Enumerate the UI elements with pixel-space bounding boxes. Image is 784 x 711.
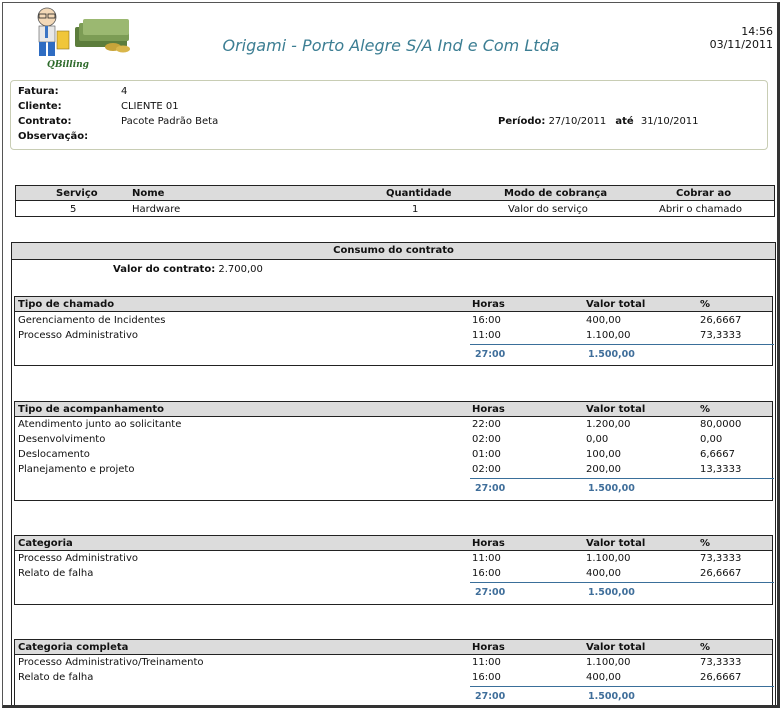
row-valor: 1.100,00 bbox=[586, 330, 631, 341]
table-row bbox=[15, 464, 772, 479]
total-divider bbox=[470, 478, 774, 479]
section-title: Categoria completa bbox=[18, 642, 129, 653]
row-percent: 0,00 bbox=[700, 434, 723, 445]
total-valor: 1.500,00 bbox=[588, 691, 635, 702]
services-header bbox=[16, 186, 774, 201]
report-page bbox=[2, 2, 780, 708]
periodo-label: Período: bbox=[498, 116, 546, 127]
contract-value-amount: 2.700,00 bbox=[218, 264, 263, 275]
row-percent: 73,3333 bbox=[700, 330, 742, 341]
row-name: Relato de falha bbox=[18, 672, 94, 683]
contrato-row bbox=[18, 116, 219, 127]
row-valor: 100,00 bbox=[586, 449, 621, 460]
table-row bbox=[15, 315, 772, 330]
row-horas: 02:00 bbox=[472, 464, 501, 475]
col-percent: % bbox=[700, 404, 711, 415]
table-row bbox=[15, 568, 772, 583]
observacao-label: Observação: bbox=[18, 131, 89, 142]
logo-text: QBilling bbox=[47, 60, 89, 70]
row-horas: 11:00 bbox=[472, 330, 501, 341]
row-valor: 400,00 bbox=[586, 672, 621, 683]
total-valor: 1.500,00 bbox=[588, 349, 635, 360]
section-categoria bbox=[14, 535, 773, 605]
total-horas: 27:00 bbox=[475, 587, 506, 598]
section-header bbox=[15, 640, 772, 655]
total-horas: 27:00 bbox=[475, 349, 506, 360]
consumption-title: Consumo do contrato bbox=[12, 243, 775, 260]
periodo-row bbox=[498, 116, 699, 127]
fatura-label: Fatura: bbox=[18, 86, 59, 97]
section-header bbox=[15, 402, 772, 417]
contrato-value: Pacote Padrão Beta bbox=[121, 116, 219, 127]
row-horas: 02:00 bbox=[472, 434, 501, 445]
section-title: Tipo de chamado bbox=[18, 299, 115, 310]
total-horas: 27:00 bbox=[475, 483, 506, 494]
col-percent: % bbox=[700, 642, 711, 653]
company-name: Origami - Porto Alegre S/A Ind e Com Ltda bbox=[222, 36, 560, 55]
col-servico: Serviço bbox=[56, 188, 98, 199]
row-percent: 6,6667 bbox=[700, 449, 735, 460]
servico-nome: Hardware bbox=[132, 204, 181, 215]
section-header bbox=[15, 536, 772, 551]
periodo-start: 27/10/2011 bbox=[548, 116, 607, 127]
row-name: Deslocamento bbox=[18, 449, 90, 460]
col-modo-cobranca: Modo de cobrança bbox=[504, 188, 608, 199]
services-table bbox=[15, 185, 775, 217]
servico-modo: Valor do serviço bbox=[508, 204, 588, 215]
section-categoria-completa bbox=[14, 639, 773, 708]
table-row bbox=[15, 672, 772, 687]
col-horas: Horas bbox=[472, 404, 505, 415]
fatura-row bbox=[18, 86, 128, 97]
col-percent: % bbox=[700, 538, 711, 549]
contract-consumption bbox=[11, 242, 776, 708]
row-name: Processo Administrativo/Treinamento bbox=[18, 657, 204, 668]
table-row bbox=[15, 553, 772, 568]
section-tipo-acompanhamento bbox=[14, 401, 773, 501]
row-name: Gerenciamento de Incidentes bbox=[18, 315, 166, 326]
row-percent: 73,3333 bbox=[700, 657, 742, 668]
ate-label: até bbox=[615, 116, 634, 127]
total-divider bbox=[470, 686, 774, 687]
row-percent: 73,3333 bbox=[700, 553, 742, 564]
col-quantidade: Quantidade bbox=[386, 188, 452, 199]
row-horas: 11:00 bbox=[472, 553, 501, 564]
total-divider bbox=[470, 344, 774, 345]
table-row bbox=[15, 330, 772, 345]
col-percent: % bbox=[700, 299, 711, 310]
row-valor: 0,00 bbox=[586, 434, 609, 445]
fatura-value: 4 bbox=[121, 86, 128, 97]
row-horas: 01:00 bbox=[472, 449, 501, 460]
table-row bbox=[15, 657, 772, 672]
col-valor-total: Valor total bbox=[586, 642, 646, 653]
row-valor: 1.100,00 bbox=[586, 657, 631, 668]
col-cobrar-ao: Cobrar ao bbox=[676, 188, 732, 199]
table-row bbox=[15, 434, 772, 449]
row-valor: 400,00 bbox=[586, 315, 621, 326]
row-percent: 26,6667 bbox=[700, 672, 742, 683]
row-horas: 16:00 bbox=[472, 568, 501, 579]
total-divider bbox=[470, 582, 774, 583]
report-header bbox=[3, 3, 779, 77]
row-percent: 13,3333 bbox=[700, 464, 742, 475]
row-horas: 16:00 bbox=[472, 315, 501, 326]
periodo-end: 31/10/2011 bbox=[640, 116, 699, 127]
col-horas: Horas bbox=[472, 538, 505, 549]
row-percent: 80,0000 bbox=[700, 419, 742, 430]
total-horas: 27:00 bbox=[475, 691, 506, 702]
row-valor: 400,00 bbox=[586, 568, 621, 579]
row-name: Processo Administrativo bbox=[18, 330, 138, 341]
row-name: Relato de falha bbox=[18, 568, 94, 579]
servico-id: 5 bbox=[70, 204, 77, 215]
contract-value bbox=[113, 264, 263, 275]
section-header bbox=[15, 297, 772, 312]
table-row bbox=[15, 419, 772, 434]
table-row bbox=[15, 449, 772, 464]
cliente-label: Cliente: bbox=[18, 101, 62, 112]
col-nome: Nome bbox=[132, 188, 165, 199]
total-valor: 1.500,00 bbox=[588, 587, 635, 598]
row-valor: 1.100,00 bbox=[586, 553, 631, 564]
cliente-row bbox=[18, 101, 179, 112]
section-title: Tipo de acompanhamento bbox=[18, 404, 165, 415]
table-row bbox=[16, 202, 774, 217]
invoice-info bbox=[10, 80, 768, 150]
row-name: Planejamento e projeto bbox=[18, 464, 135, 475]
row-horas: 16:00 bbox=[472, 672, 501, 683]
section-tipo-chamado bbox=[14, 296, 773, 366]
row-percent: 26,6667 bbox=[700, 568, 742, 579]
observacao-row bbox=[18, 131, 88, 142]
row-valor: 1.200,00 bbox=[586, 419, 631, 430]
contract-value-label: Valor do contrato: bbox=[113, 264, 216, 275]
col-valor-total: Valor total bbox=[586, 538, 646, 549]
row-horas: 22:00 bbox=[472, 419, 501, 430]
cliente-value: CLIENTE 01 bbox=[121, 101, 179, 112]
report-timestamp bbox=[710, 25, 773, 51]
total-valor: 1.500,00 bbox=[588, 483, 635, 494]
report-date: 03/11/2011 bbox=[709, 38, 773, 51]
col-valor-total: Valor total bbox=[586, 299, 646, 310]
servico-quantidade: 1 bbox=[412, 204, 419, 215]
row-percent: 26,6667 bbox=[700, 315, 742, 326]
row-valor: 200,00 bbox=[586, 464, 621, 475]
servico-cobrar: Abrir o chamado bbox=[659, 204, 742, 215]
col-horas: Horas bbox=[472, 642, 505, 653]
row-name: Desenvolvimento bbox=[18, 434, 106, 445]
contrato-label: Contrato: bbox=[18, 116, 72, 127]
col-horas: Horas bbox=[472, 299, 505, 310]
section-title: Categoria bbox=[18, 538, 73, 549]
report-time: 14:56 bbox=[741, 25, 773, 38]
row-horas: 11:00 bbox=[472, 657, 501, 668]
row-name: Atendimento junto ao solicitante bbox=[18, 419, 182, 430]
row-name: Processo Administrativo bbox=[18, 553, 138, 564]
col-valor-total: Valor total bbox=[586, 404, 646, 415]
